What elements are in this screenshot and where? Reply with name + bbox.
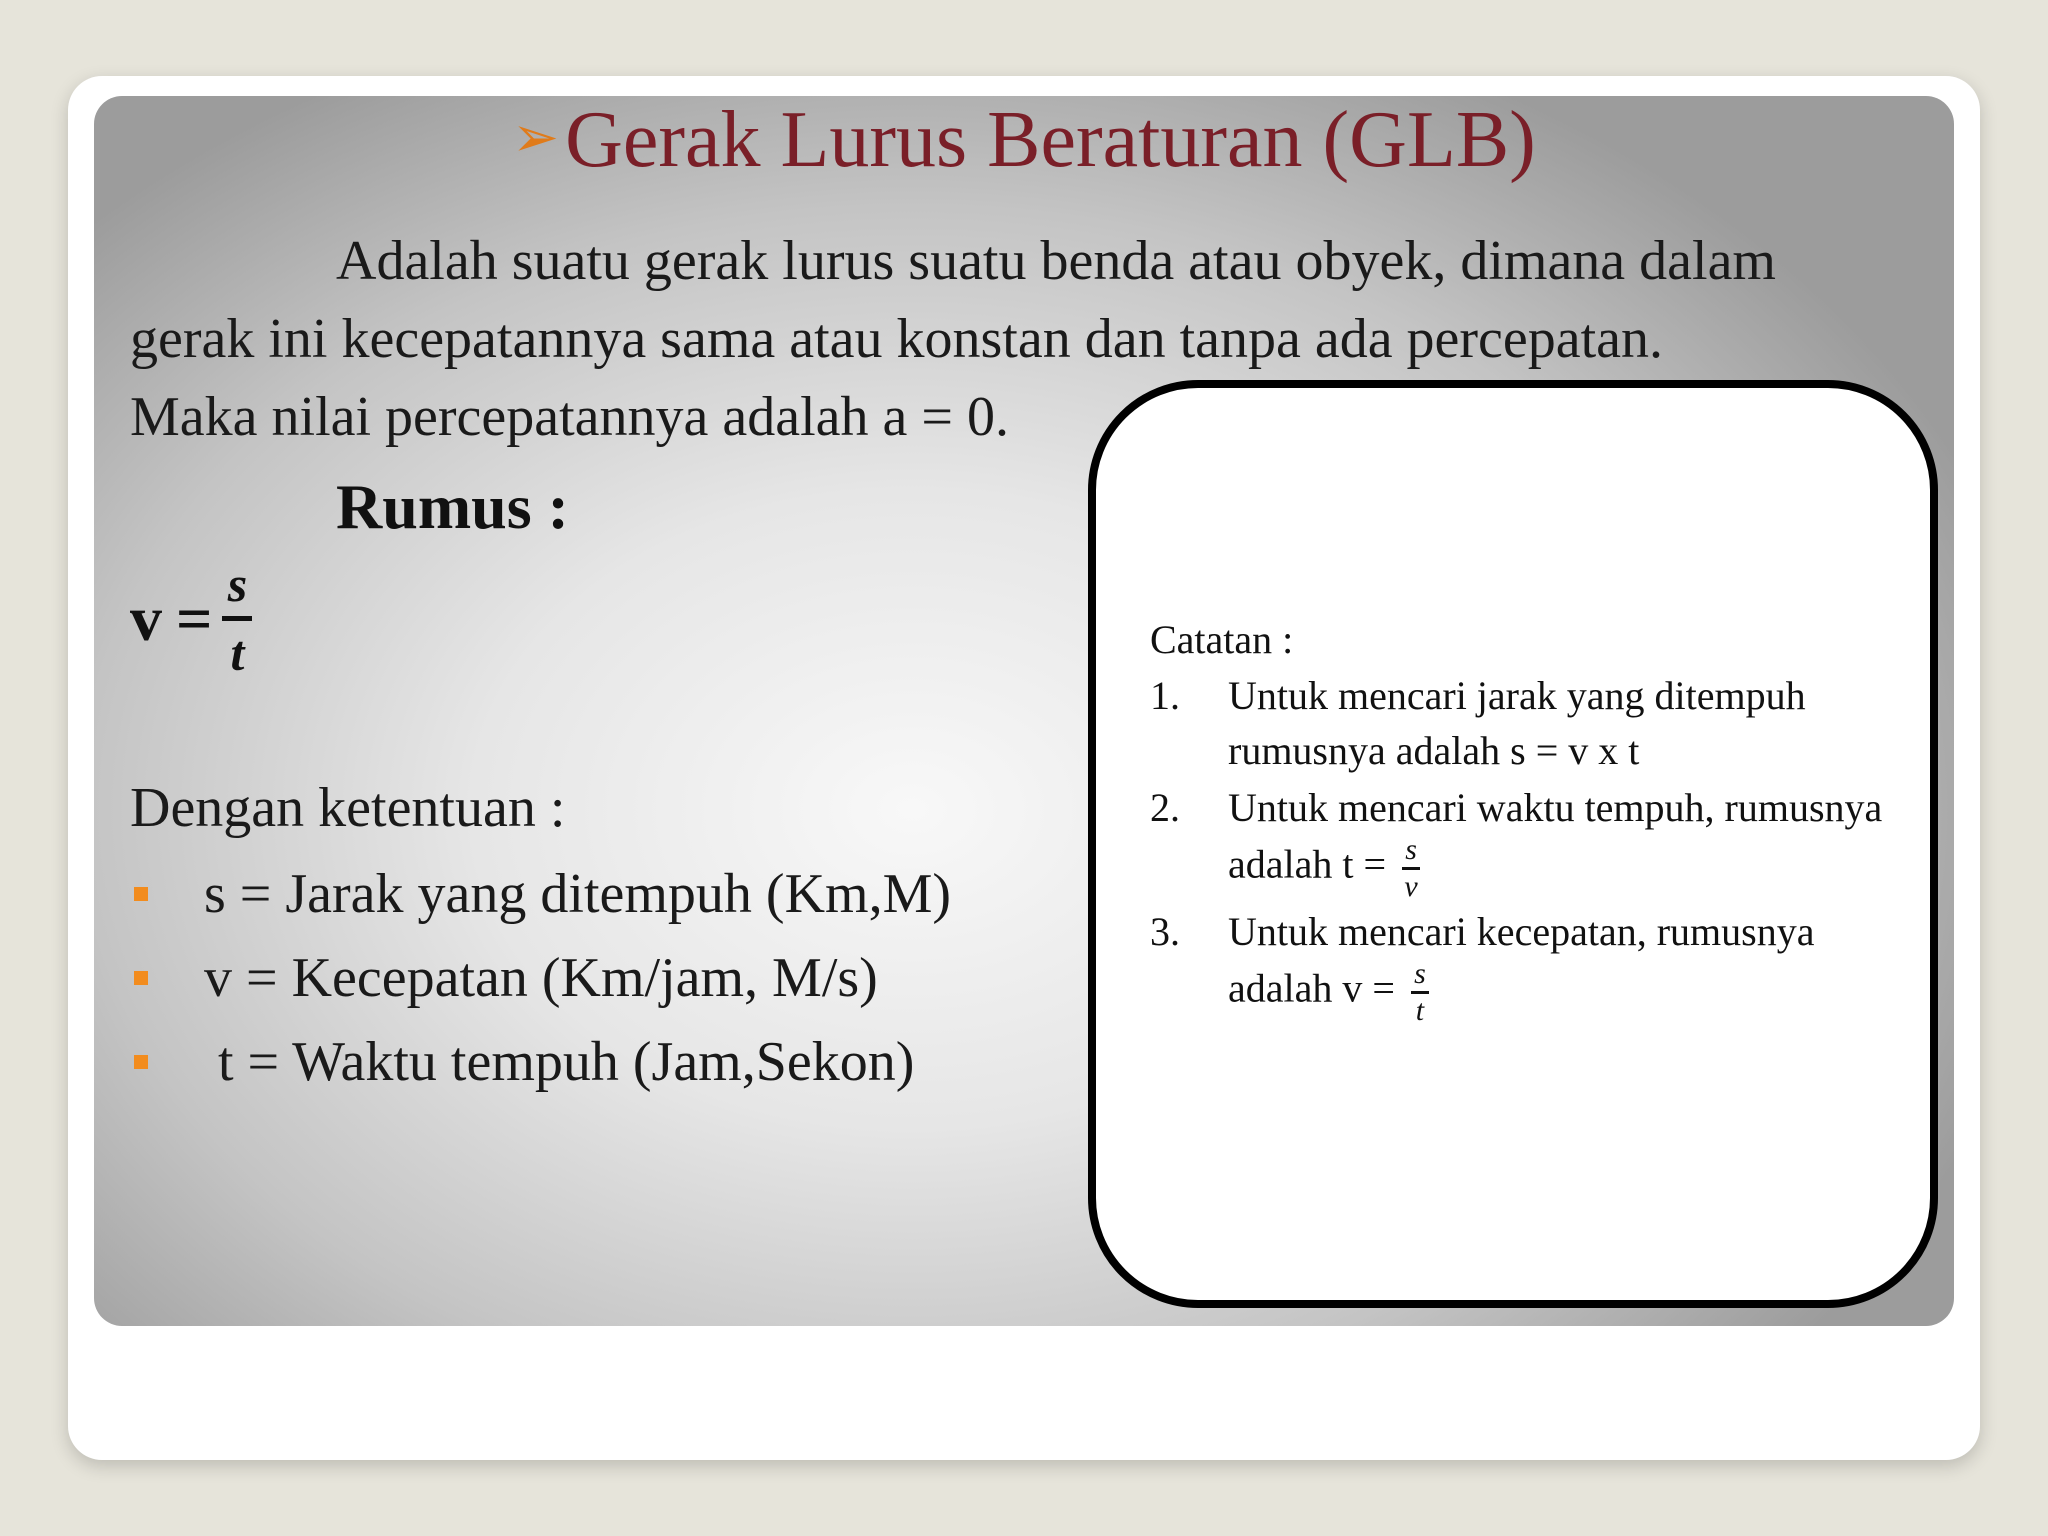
note-list <box>1150 668 1890 1028</box>
note-item-text: Untuk mencari waktu tempuh, rumusnya adalah t = <box>1228 785 1883 887</box>
square-bullet-icon <box>134 887 148 901</box>
note-item-text: Untuk mencari kecepatan, rumusnya adalah v = <box>1228 909 1815 1011</box>
fraction-numerator: s <box>1414 957 1426 990</box>
note-item-number: 2. <box>1150 785 1180 830</box>
note-fraction <box>1411 959 1429 1026</box>
definition-line: gerak ini kecepatannya sama atau konstan dan tanpa ada percepatan. <box>130 308 1664 370</box>
fraction-bar <box>222 616 252 621</box>
note-fraction <box>1402 835 1420 902</box>
square-bullet-icon <box>134 971 148 985</box>
definition-line: Adalah suatu gerak lurus suatu benda atau obyek, dimana dalam <box>336 230 1776 292</box>
fraction-numerator: s <box>227 556 248 612</box>
list-item-text: s = Jarak yang ditempuh (Km,M) <box>204 863 952 925</box>
rumus-label: Rumus : <box>336 471 569 542</box>
fraction-numerator: s <box>1405 833 1417 866</box>
slide-title-text: Gerak Lurus Beraturan (GLB) <box>565 96 1536 184</box>
note-item <box>1150 904 1890 1026</box>
note-item <box>1150 780 1890 902</box>
note-item-text: Untuk mencari jarak yang ditempuh rumusnya adalah s = v x t <box>1228 673 1806 773</box>
list-item-text: t = Waktu tempuh (Jam,Sekon) <box>218 1031 915 1093</box>
definition-line: Maka nilai percepatannya adalah a = 0. <box>130 386 1009 448</box>
formula-fraction <box>222 556 252 681</box>
fraction-denominator: t <box>1415 994 1425 1027</box>
fraction-denominator: v <box>1404 870 1418 903</box>
note-title: Catatan : <box>1150 617 1294 662</box>
dengan-ketentuan-label: Dengan ketentuan : <box>130 777 566 839</box>
formula-lhs: v <box>130 582 162 654</box>
velocity-formula <box>130 556 252 681</box>
note-item-number: 1. <box>1150 673 1180 718</box>
square-bullet-icon <box>134 1055 148 1069</box>
note-item <box>1150 668 1890 778</box>
fraction-denominator: t <box>230 625 245 681</box>
formula-equals: = <box>176 582 213 654</box>
note-item-number: 3. <box>1150 909 1180 954</box>
arrow-bullet-icon: ➢ <box>512 107 560 169</box>
list-item-text: v = Kecepatan (Km/jam, M/s) <box>204 947 878 1009</box>
slide-title <box>0 96 2048 184</box>
